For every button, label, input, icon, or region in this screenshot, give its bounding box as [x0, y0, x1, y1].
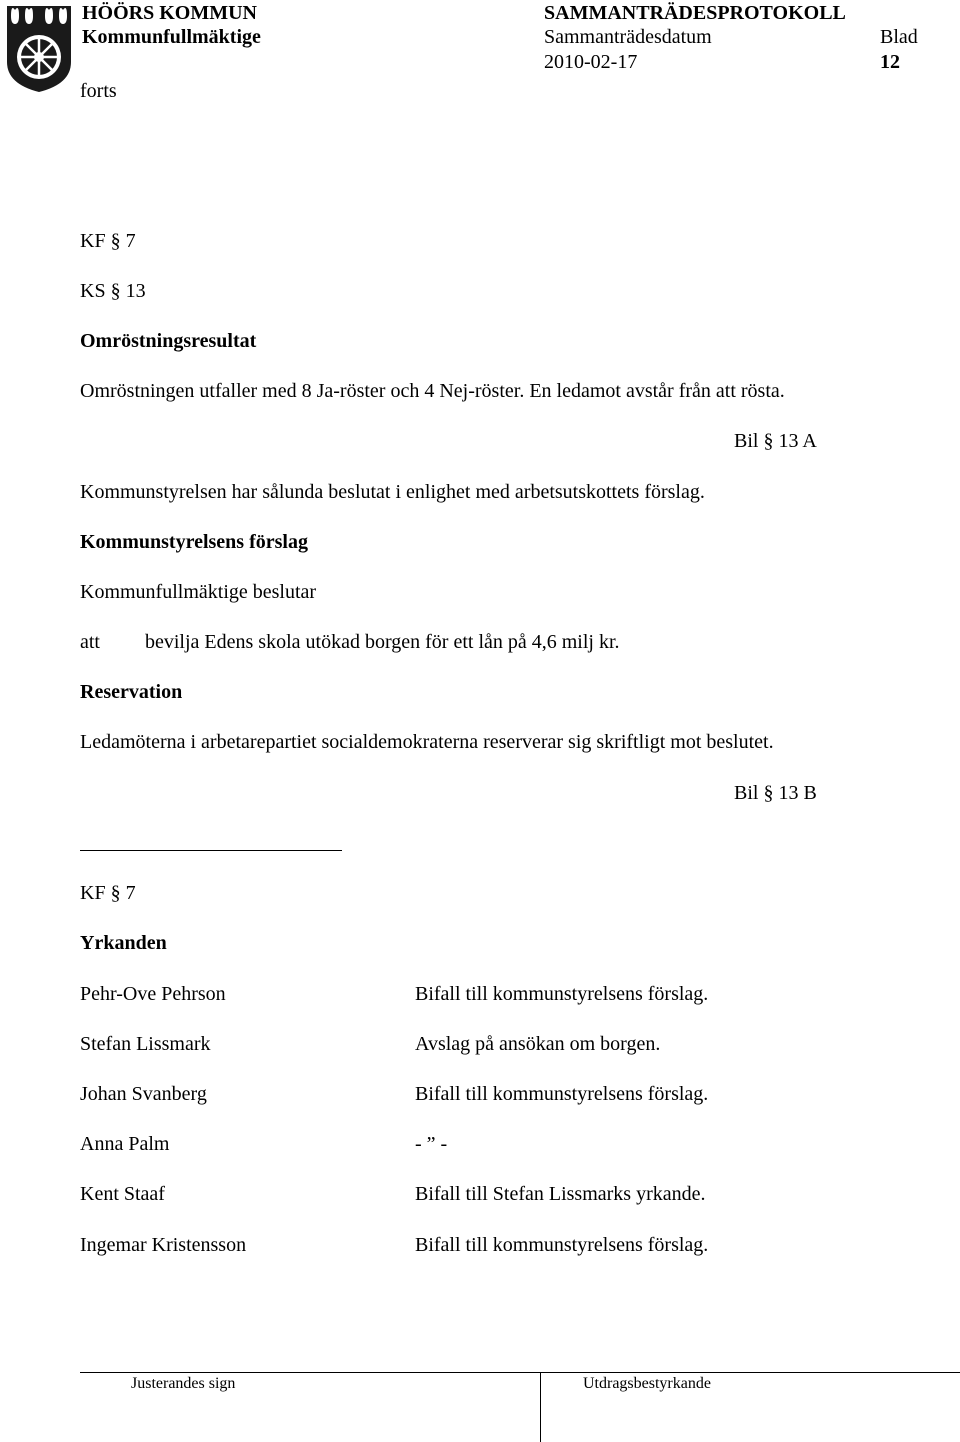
vote-result-heading: Omröstningsresultat	[80, 330, 257, 352]
claim-text: Bifall till kommunstyrelsens förslag.	[415, 1234, 709, 1256]
document-type: SAMMANTRÄDESPROTOKOLL	[544, 2, 846, 24]
claim-text: Bifall till Stefan Lissmarks yrkande.	[415, 1183, 706, 1205]
assembly-name: Kommunfullmäktige	[82, 26, 261, 48]
extract-certification-label: Utdragsbestyrkande	[583, 1375, 711, 1392]
ks-reference: KS § 13	[80, 280, 146, 302]
claimant-name: Stefan Lissmark	[80, 1033, 211, 1055]
claim-text: Avslag på ansökan om borgen.	[415, 1033, 661, 1055]
claim-text: Bifall till kommunstyrelsens förslag.	[415, 983, 709, 1005]
ks-proposal-heading: Kommunstyrelsens förslag	[80, 531, 308, 553]
decision-clause: bevilja Edens skola utökad borgen för ett lån på 4,6 milj kr.	[145, 631, 620, 653]
section-divider	[80, 850, 342, 851]
claimant-name: Johan Svanberg	[80, 1083, 207, 1105]
footer-top-rule	[80, 1372, 960, 1373]
page-number: 12	[880, 51, 900, 73]
att-label: att	[80, 631, 100, 653]
claimant-name: Kent Staaf	[80, 1183, 165, 1205]
footer-column-divider	[540, 1372, 541, 1442]
attachment-13a: Bil § 13 A	[734, 430, 817, 452]
attachment-13b: Bil § 13 B	[734, 782, 817, 804]
municipality-name: HÖÖRS KOMMUN	[82, 2, 257, 24]
meeting-date: 2010-02-17	[544, 51, 638, 73]
claimant-name: Anna Palm	[80, 1133, 170, 1155]
claimant-name: Pehr-Ove Pehrson	[80, 983, 226, 1005]
page-label: Blad	[880, 26, 918, 48]
claimant-name: Ingemar Kristensson	[80, 1234, 247, 1256]
kf-reference: KF § 7	[80, 230, 136, 252]
claims-heading: Yrkanden	[80, 932, 167, 954]
meeting-date-label: Sammanträdesdatum	[544, 26, 712, 48]
continued-marker: forts	[80, 80, 117, 102]
municipal-coat-of-arms-logo	[3, 2, 75, 94]
kf-reference-2: KF § 7	[80, 882, 136, 904]
signature-label: Justerandes sign	[131, 1375, 236, 1392]
ks-decision-text: Kommunstyrelsen har sålunda beslutat i enlighet med arbetsutskottets förslag.	[80, 481, 705, 503]
vote-result-text: Omröstningen utfaller med 8 Ja-röster och 4 Nej-röster. En ledamot avstår från att rösta.	[80, 380, 785, 402]
reservation-heading: Reservation	[80, 681, 183, 703]
reservation-text: Ledamöterna i arbetarepartiet socialdemokraterna reserverar sig skriftligt mot beslutet.	[80, 731, 774, 753]
kf-decides-text: Kommunfullmäktige beslutar	[80, 581, 317, 603]
claim-text: - ” -	[415, 1133, 448, 1155]
claim-text: Bifall till kommunstyrelsens förslag.	[415, 1083, 709, 1105]
